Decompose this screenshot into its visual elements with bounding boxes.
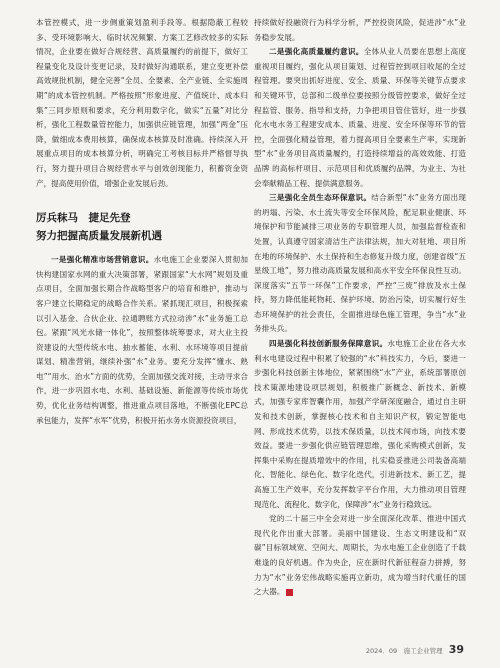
page-footer [366,643,464,656]
paragraph-body: 全体从业人员要在思想上高度重视项目履约，强化从项目策划、过程管控到项目收尾的全过程管理。要突出抓好进度、安全、质量、环保等关键节点要求和关键环节，总部和二级单位要按照分级管控要求，做好全过程监管、服务、指导和支持，力争把项目管住管好，进一步强化水电水务工程建安成本、质量、进度、安全环保等环节的管控，全面强化精益管理，着力提高项目全要素生产率，实现新型“水”业务项目高质量履约，打造持续增益的高效效能、打造品牌 的高标杆项目、示范项目和优质履约品牌，为业主、为社会奉献精品工程、提供满意服务。 [254,47,466,188]
left-column [36,16,248,428]
end-mark-icon [286,589,293,596]
paragraph-lead: 三是强化全员生态环保意识。 [269,193,372,203]
paragraph: 持续做好投融资行为科学分析，严控投资风险，促进涉“水”业务稳步发展。 [254,18,466,42]
paragraph [254,191,466,337]
paragraph-body: 水电施工企业要深入贯彻加快构建国家水网的重大决策部署，紧跟国家“大水网”规划及重点项目，全面加强长期合作战略型客户的培育和维护，推动与客户建立长期稳定的战略合作关系。紧抓现汇项目，积极探索以引入基金、合伙企业、拉通聘账方式拉动涉“水”业务施工总包。紧跟“风光水储一体化”，按照整体统筹要求，对大业主投资建设的大型传统水电、抽水蓄能、水利、水环境等项目提前谋划、精准营销，继续补强“水”业务。要充分发挥“懂水、熟电”“用水、治水”方面的优势，全面加强交流对接，主动寻求合作，进一步巩固水电、水利、基础设施、新能源等传统市场优势，优化业务结构调整，推进重点项目落地，不断强化EPC总承包能力，发挥“水军”优势，积极开拓水务水资源投资项目， [36,255,248,425]
paragraph-body: 结合新型“水”业务方面出现的坍塌、污染、水土流失等安全环保风险，配足职业健康、环境保护和节能减排三项业务的专职管理人员，加强监督检查和处置，认真遵守国家清洁生产法律法规，加大对驻地、项目所在地的环境保护、水土保持和生态修复升级力度，创建省级“五星级工地”，努力推动高质量发展和高水平安全环保良性互动。深度落实“五节一环保”工作要求，严控“三废”排放及水土保持，努力降低能耗物耗、保护环境、防治污染，切实履行好生态环境保护的社会责任，全面推进绿色施工管理，争当“水”业务排头兵。 [254,193,466,334]
section-subtitle: 努力把握高质量发展新机遇 [36,230,162,243]
paragraph-body: 水电施工企业在各大水利水电建设过程中积累了较强的“水”科技实力，今后，要进一步强化科技创新主体地位，紧紧围绕“水”产业，系统部署原创技术策源地建设项层规划，积极推广新概念、新技术、新模式，加强专家库智囊作用，加强产学研深度融合，通过自主研发和技术创新，掌握核心技术和自主知识产权，锻定智能电网、形成技术优势，以技术保质量，以技术闯市场，向技术要效益。要进一步强化供应链管理思维，强化采购模式创新，发挥集中采购在提质增效中的作用，扎实稳妥推进公司装备高端化、智能化、绿色化、数字化迭代，引进新技术、新工艺，提高施工生产效率，充分发挥数字平台作用，大力推动项目管理现范化、流程化、数字化，保障涉“水”业务行稳致远。 [254,339,467,509]
paragraph: 本管控模式，进一步侧重策划盈利手段等。根据隐蔽工程较多、受环境影响大、临时状况频繁、方案工艺修改较多的实际情况，企业要在做好合规经营、高质量履约的前提下，做好工程量变化及设计变更记录，及时做好沟通联系，建立变更补偿高效规批机制，健全完善“全员、全要素、全产业链、全实施周期”的成本管控机制。严格按照“形象进度、产值统计、成本归集”三同步原则和要求，充分利用数字化，做实“五量”对比分析，强化工程数量管控能力，加强供应链管理，加强“两金”压降，做细成本费用核算，确保成本核算及时准确。持续深入开展重点项目的成本核算分析，明确完工考核目标并严格督导执行，努力提升项目合规经营水平与创效创现能力，积蓄资金资产，提高使用价值，增强企业发展后劲。 [36,18,248,188]
paragraph [36,253,248,428]
page-number: 39 [448,643,464,656]
section-title: 厉兵秣马 捷足先登 [36,212,131,225]
paragraph [254,512,466,600]
right-column [254,16,466,600]
paragraph [254,45,466,191]
paragraph-lead: 二是强化高质量履约意识。 [269,47,364,57]
paragraph-lead: 四是强化科技创新服务保障意识。 [269,339,388,349]
issue-label: 2024．09 施工企业管理 [365,647,443,655]
section-heading [36,209,248,245]
paragraph-lead: 一是强化精准市场营销意识。 [51,255,154,265]
paragraph [254,337,466,512]
paragraph-body: 党的二十届三中全会对进一步全面深化改革、推进中国式现代化作出重大部署。美丽中国建设、生态文明建设和“双碳”目标领域宽、空间大、周期长，为水电施工企业创造了千载难逢的良好机遇。作为央企，应在新时代新征程奋力拼搏，努力为“水”业务宏伟战略实施再立新功，成为增当时代重任的国之大器。 [254,514,466,597]
